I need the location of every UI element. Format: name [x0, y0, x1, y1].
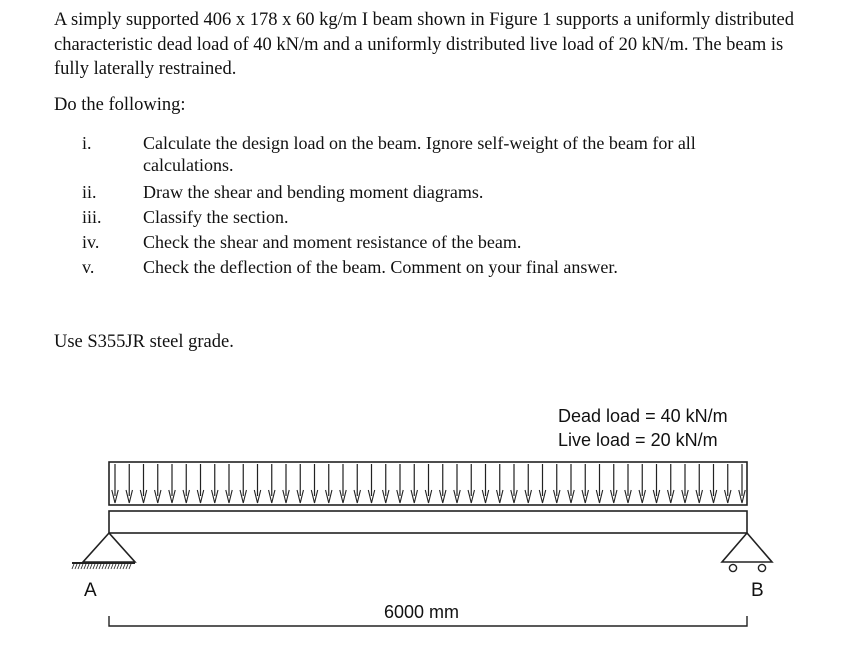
task-text-4: Check the shear and moment resistance of the beam. — [143, 232, 522, 252]
problem-statement: A simply supported 406 x 178 x 60 kg/m I beam shown in Figure 1 supports a uniformly distributed characteristic dead load of 40 kN/m and a uniformly distributed live load of 20 kN/m. The beam is fully laterally restrained. — [54, 10, 794, 79]
task-text-5: Check the deflection of the beam. Comment on your final answer. — [143, 257, 618, 277]
roller-support-b — [722, 533, 772, 572]
task-number-1: i. — [82, 133, 92, 153]
task-number-4: iv. — [82, 232, 100, 252]
live-load-label: Live load = 20 kN/m — [558, 430, 718, 450]
task-number-2: ii. — [82, 182, 97, 202]
tasks-heading: Do the following: — [54, 95, 186, 115]
steel-grade-note: Use S355JR steel grade. — [54, 332, 234, 352]
beam — [109, 511, 747, 533]
dead-load-label: Dead load = 40 kN/m — [558, 406, 728, 426]
task-text-2: Draw the shear and bending moment diagrams. — [143, 182, 484, 202]
task-number-5: v. — [82, 257, 95, 277]
task-text-3: Classify the section. — [143, 207, 289, 227]
task-number-3: iii. — [82, 207, 102, 227]
support-a-label: A — [84, 580, 97, 601]
task-text-1: Calculate the design load on the beam. Ignore self-weight of the beam for all calculations. — [143, 133, 696, 175]
span-length-label: 6000 mm — [384, 602, 460, 622]
support-b-label: B — [751, 580, 764, 601]
pin-support-a — [72, 533, 135, 569]
udl-arrows — [112, 464, 745, 503]
